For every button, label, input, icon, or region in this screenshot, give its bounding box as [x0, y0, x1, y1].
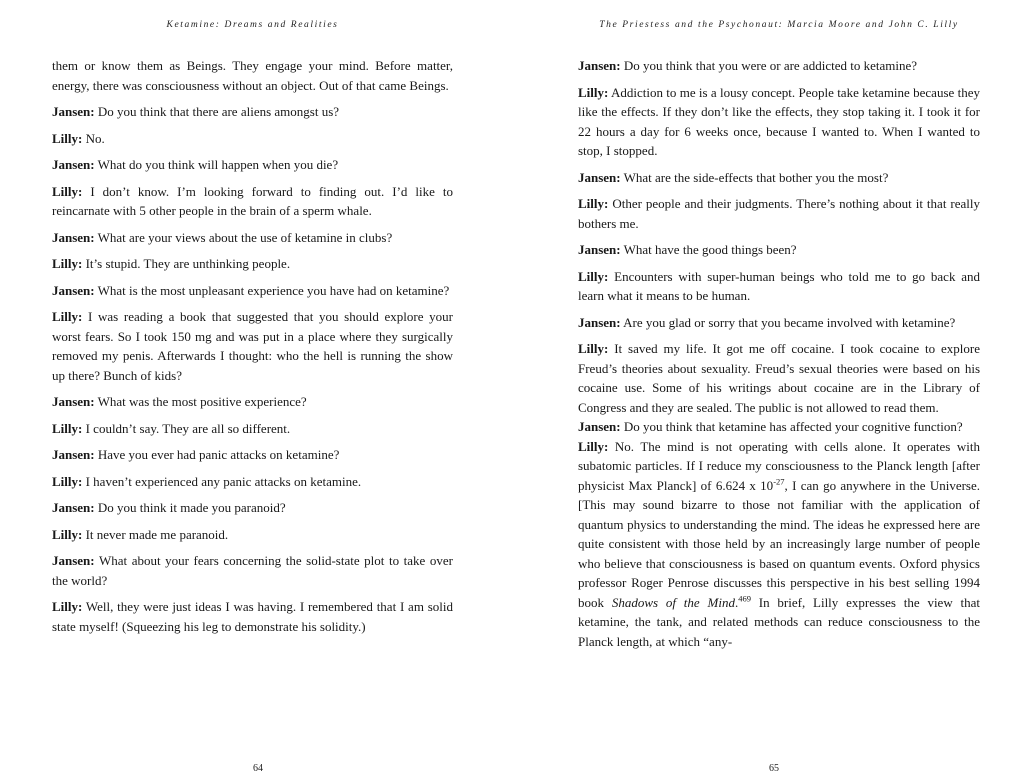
- text-segment: I couldn’t say. They are all so different.: [82, 420, 291, 436]
- text-segment: Well, they were just ideas I was having. I remembered that I am solid state myself! (Squeezing his leg to demonstrate his solidity.): [52, 599, 453, 634]
- text-segment: Do you think that there are aliens amongst us?: [94, 104, 340, 119]
- dialogue-paragraph: [52, 597, 453, 636]
- speaker-label: Lilly:: [52, 183, 83, 199]
- text-segment: What do you think will happen when you die?: [94, 157, 339, 172]
- speaker-label: Jansen:: [52, 447, 95, 462]
- text-segment: them or know them as Beings. They engage your mind. Before matter, energy, there was consciousness without an object. Out of that came Beings.: [52, 58, 453, 93]
- text-segment: It saved my life. It got me off cocaine. I took cocaine to explore Freud’s theories about sexuality. Freud’s sexual theories were based on his cocaine use. Some of his writings about cocaine are in the Library of Congress and they are sealed. The public is not allowed to read them.: [578, 341, 980, 415]
- speaker-label: Lilly:: [578, 438, 609, 454]
- text-segment: What is the most unpleasant experience you have had on ketamine?: [94, 282, 450, 298]
- speaker-label: Lilly:: [52, 309, 83, 324]
- speaker-label: Jansen:: [52, 229, 95, 245]
- right-page-body: [578, 56, 980, 651]
- dialogue-paragraph: [52, 182, 453, 221]
- book-title: Shadows of the Mind: [611, 594, 735, 610]
- speaker-label: Jansen:: [52, 500, 95, 515]
- right-running-header: The Priestess and the Psychonaut: Marcia Moore and John C. Lilly: [599, 20, 959, 30]
- speaker-label: Lilly:: [52, 526, 83, 542]
- speaker-label: Lilly:: [52, 599, 83, 614]
- dialogue-paragraph: [578, 417, 980, 437]
- dialogue-paragraph: [578, 313, 980, 333]
- text-segment: I was reading a book that suggested that you should explore your worst fears. So I took 150 mg and was put in a place where they surgically removed my penis. Afterwards I thought: who the hell is running the show up there? Bunch of kids?: [52, 309, 453, 383]
- text-segment: Have you ever had panic attacks on ketamine?: [94, 447, 340, 462]
- speaker-label: Jansen:: [578, 169, 621, 185]
- right-page-number: 65: [769, 763, 779, 774]
- text-segment: No. The mind is not operating with cells alone. It operates with subatomic particles. If I reduce my consciousness to the Planck length [after physicist Max Planck] of 6.624 x 10: [578, 438, 980, 493]
- text-segment: Do you think it made you paranoid?: [94, 500, 286, 515]
- body-paragraph: [52, 56, 453, 95]
- speaker-label: Lilly:: [52, 473, 83, 489]
- right-page: [516, 0, 1032, 782]
- speaker-label: Lilly:: [578, 84, 609, 100]
- dialogue-paragraph: [52, 307, 453, 385]
- text-segment: It’s stupid. They are unthinking people.: [82, 256, 291, 271]
- dialogue-paragraph: [52, 392, 453, 412]
- superscript: 469: [738, 593, 751, 604]
- text-segment: Encounters with super-human beings who told me to go back and learn what it means to be human.: [578, 268, 980, 303]
- text-segment: I haven’t experienced any panic attacks on ketamine.: [82, 473, 362, 489]
- dialogue-paragraph: [52, 155, 453, 175]
- text-segment: It never made me paranoid.: [82, 526, 229, 542]
- speaker-label: Lilly:: [578, 341, 609, 356]
- speaker-label: Lilly:: [52, 420, 83, 436]
- text-segment: Do you think that ketamine has affected your cognitive function?: [620, 419, 963, 434]
- speaker-label: Jansen:: [52, 157, 95, 172]
- dialogue-paragraph: [52, 228, 453, 248]
- dialogue-paragraph: [578, 194, 980, 233]
- dialogue-paragraph: [578, 240, 980, 260]
- dialogue-paragraph: [52, 254, 453, 274]
- dialogue-paragraph: [52, 445, 453, 465]
- speaker-label: Jansen:: [52, 104, 95, 119]
- text-segment: What have the good things been?: [620, 242, 797, 257]
- speaker-label: Jansen:: [578, 314, 621, 330]
- dialogue-paragraph: [52, 551, 453, 590]
- text-segment: .: [734, 594, 739, 610]
- text-segment: In brief, Lilly expresses the view that ketamine, the tank, and related methods can reduce consciousness to the Planck length, at which “any-: [578, 594, 981, 649]
- text-segment: What are your views about the use of ketamine in clubs?: [94, 229, 393, 245]
- dialogue-paragraph: [52, 472, 453, 492]
- dialogue-paragraph: [52, 498, 453, 518]
- speaker-label: Lilly:: [578, 196, 609, 211]
- speaker-label: Lilly:: [52, 130, 83, 146]
- text-segment: What was the most positive experience?: [94, 394, 307, 409]
- text-segment: I don’t know. I’m looking forward to finding out. I’d like to reincarnate with 5 other people in the brain of a sperm whale.: [52, 183, 453, 218]
- text-segment: Are you glad or sorry that you became involved with ketamine?: [620, 314, 956, 330]
- dialogue-paragraph: [578, 267, 980, 306]
- speaker-label: Jansen:: [52, 282, 95, 298]
- dialogue-paragraph: [52, 129, 453, 149]
- text-segment: Do you think that you were or are addicted to ketamine?: [620, 58, 917, 73]
- dialogue-paragraph: [578, 83, 980, 161]
- text-segment: , I can go anywhere in the Universe. [This may sound bizarre to those not familiar with the application of quantum physics to understanding the mind. The ideas he expressed here are quite consistent with those held by an increasingly large number of people who believe that consciousness is based on quantum events. Oxford physics professor Roger Penrose discusses this perspective in his best selling 1994 book: [578, 477, 980, 610]
- left-running-header: Ketamine: Dreams and Realities: [166, 20, 339, 30]
- dialogue-paragraph: [578, 56, 980, 76]
- speaker-label: Lilly:: [578, 268, 609, 284]
- left-page-number: 64: [253, 763, 263, 774]
- speaker-label: Jansen:: [578, 58, 621, 73]
- speaker-label: Jansen:: [578, 242, 621, 257]
- superscript: -27: [773, 476, 785, 487]
- dialogue-paragraph: [578, 168, 980, 188]
- text-segment: Other people and their judgments. There’s nothing about it that really bothers me.: [578, 196, 980, 231]
- dialogue-paragraph: [52, 281, 453, 301]
- speaker-label: Jansen:: [52, 394, 95, 409]
- text-segment: No.: [82, 130, 105, 146]
- text-segment: Addiction to me is a lousy concept. People take ketamine because they like the effects. If they don’t like the effects, they stop taking it. I took it for 22 hours a day for 6 weeks once, because I wanted to. When I wanted to stop, I stopped.: [578, 84, 980, 158]
- left-page-body: [52, 56, 453, 636]
- dialogue-paragraph: [578, 437, 980, 652]
- text-segment: What are the side-effects that bother you the most?: [620, 169, 889, 185]
- dialogue-paragraph: [52, 419, 453, 439]
- text-segment: What about your fears concerning the solid-state plot to take over the world?: [52, 553, 453, 588]
- speaker-label: Lilly:: [52, 256, 83, 271]
- speaker-label: Jansen:: [578, 419, 621, 434]
- dialogue-paragraph: [52, 102, 453, 122]
- dialogue-paragraph: [52, 525, 453, 545]
- speaker-label: Jansen:: [52, 553, 95, 568]
- dialogue-paragraph: [578, 339, 980, 417]
